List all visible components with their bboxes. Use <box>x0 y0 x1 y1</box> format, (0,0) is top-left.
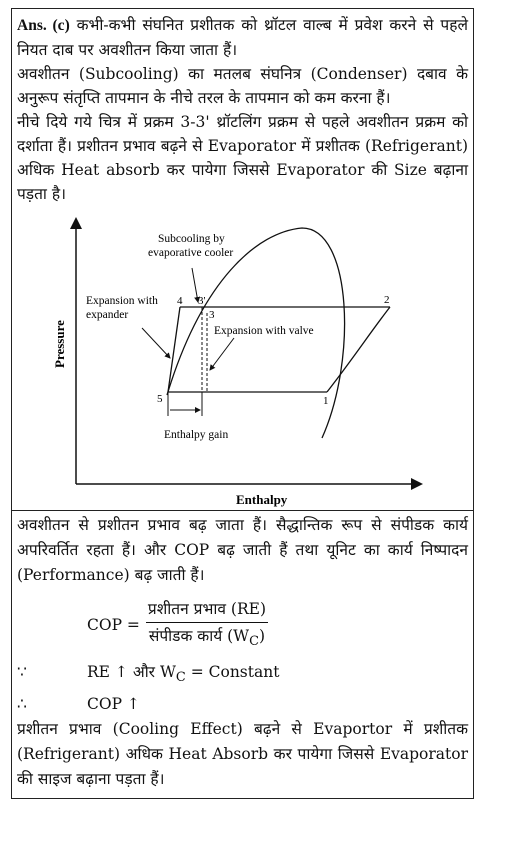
point-label-5: 5 <box>157 393 163 405</box>
compression-line <box>327 307 390 392</box>
therefore-text: COP ↑ <box>87 695 140 714</box>
point-label-1: 1 <box>323 395 329 407</box>
point-label-3: 3 <box>209 309 215 321</box>
subcooling-label-2: evaporative cooler <box>148 247 234 259</box>
point-label-3p: 3' <box>198 295 206 307</box>
answer-intro <box>12 9 473 210</box>
therefore-symbol: ∴ <box>17 695 27 714</box>
because-symbol: ∵ <box>17 663 27 682</box>
therefore-line <box>17 691 468 717</box>
paragraph-2: अवशीतन (Subcooling) का मतलब संघनित्र (Condenser) दबाव के अनुरूप संतृप्ति तापमान के नीचे तरल के तापमान को कम करना हैं। <box>17 65 468 107</box>
cop-numerator: प्रशीतन प्रभाव (RE) <box>146 598 268 623</box>
enthalpy-gain-label: Enthalpy gain <box>164 429 229 441</box>
valve-pointer <box>210 338 234 370</box>
cop-lhs: COP = <box>87 616 140 635</box>
y-axis-label: Pressure <box>52 320 67 368</box>
paragraph-1-text: कभी-कभी संघनित प्रशीतक को थ्रॉटल वाल्ब में प्रवेश करने से पहले नियत दाब पर अवशीतन किया जाता हैं। <box>17 16 468 59</box>
paragraph-5: प्रशीतन प्रभाव (Cooling Effect) बढ़ने से Evaportor में प्रशीतक (Refrigerant) अधिक Heat Absorb कर पायेगा जिससे Evaporator की साइज बढ़ाना पड़ता हैं। <box>17 720 468 789</box>
because-text: RE ↑ और $W_C$ = Constant <box>87 663 280 686</box>
valve-label: Expansion with valve <box>214 325 314 337</box>
paragraph-1 <box>17 13 468 62</box>
cop-denominator: संपीडक कार्य $(W_C)$ <box>148 627 266 650</box>
paragraph-3: नीचे दिये गये चित्र में प्रक्रम 3-3' थ्रॉटलिंग प्रक्रम से पहले अवशीतन प्रक्रम को दर्शाता हैं। प्रशीतन प्रभाव बढ़ने से Evaporator में प्रशीतक (Refrigerant) अधिक Heat absorb कर पायेगा जिससे Evaporator की Size बढ़ाना पड़ता है। <box>17 113 468 203</box>
ph-diagram-figure <box>12 210 473 511</box>
answer-explanation <box>12 511 473 798</box>
point-label-2: 2 <box>384 294 390 306</box>
expander-label-2: expander <box>86 309 129 321</box>
cop-fraction <box>146 598 268 653</box>
expander-process-line <box>168 307 180 392</box>
answer-box <box>11 8 474 799</box>
cop-formula <box>87 598 468 653</box>
answer-label: Ans. (c) <box>17 17 70 34</box>
point-label-4: 4 <box>177 295 183 307</box>
because-line <box>17 659 468 691</box>
ph-diagram <box>12 210 473 510</box>
expander-label-1: Expansion with <box>86 295 158 307</box>
x-axis-label: Enthalpy <box>236 492 288 507</box>
paragraph-4: अवशीतन से प्रशीतन प्रभाव बढ़ जाता हैं। सैद्धान्तिक रूप से संपीडक कार्य अपरिवर्तित रहता हैं। और COP बढ़ जाती हैं तथा यूनिट का कार्य निष्पादन (Performance) बढ़ जाती हैं। <box>17 516 468 584</box>
subcooling-label-1: Subcooling by <box>158 233 225 245</box>
expander-pointer <box>142 328 170 358</box>
